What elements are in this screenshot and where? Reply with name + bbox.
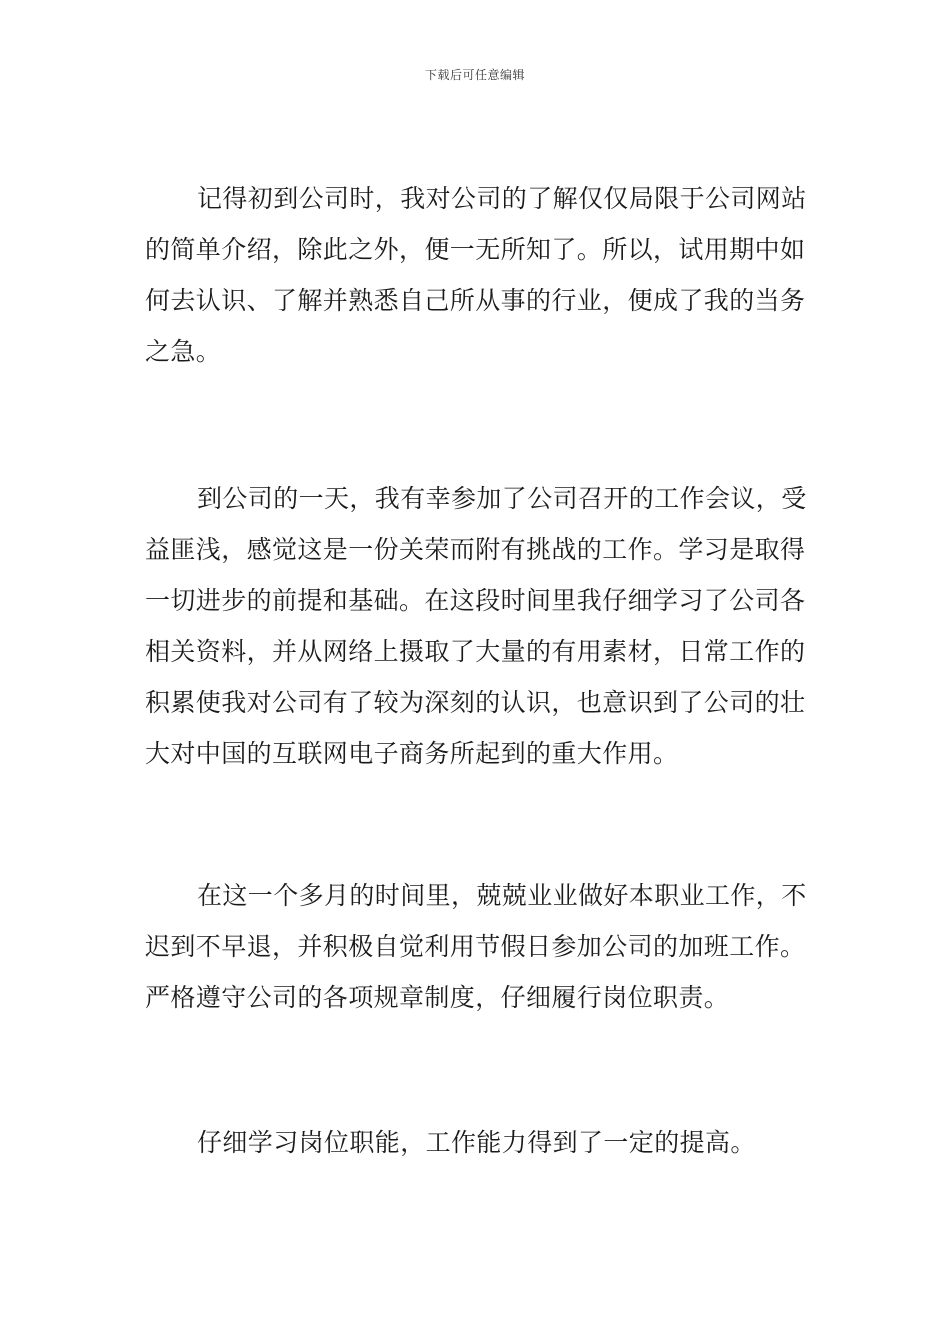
paragraph-4: 仔细学习岗位职能，工作能力得到了一定的提高。 (197, 1128, 756, 1157)
paragraph-1: 记得初到公司时，我对公司的了解仅仅局限于公司网站的简单介绍，除此之外，便一无所知了。所以，试用期中如何去认识、了解并熟悉自己所从事的行业，便成了我的当务之急。 (145, 184, 807, 366)
paragraph-2: 到公司的一天，我有幸参加了公司召开的工作会议，受益匪浅，感觉这是一份关荣而附有挑战的工作。学习是取得一切进步的前提和基础。在这段时间里我仔细学习了公司各相关资料，并从网络上摄取了大量的有用素材，日常工作的积累使我对公司有了较为深刻的认识，也意识到了公司的壮大对中国的互联网电子商务所起到的重大作用。 (145, 484, 807, 768)
page-header: 下载后可任意编辑 (424, 68, 525, 82)
paragraph-3: 在这一个多月的时间里，兢兢业业做好本职业工作，不迟到不早退，并积极自觉利用节假日参加公司的加班工作。严格遵守公司的各项规章制度，仔细履行岗位职责。 (145, 881, 807, 1012)
